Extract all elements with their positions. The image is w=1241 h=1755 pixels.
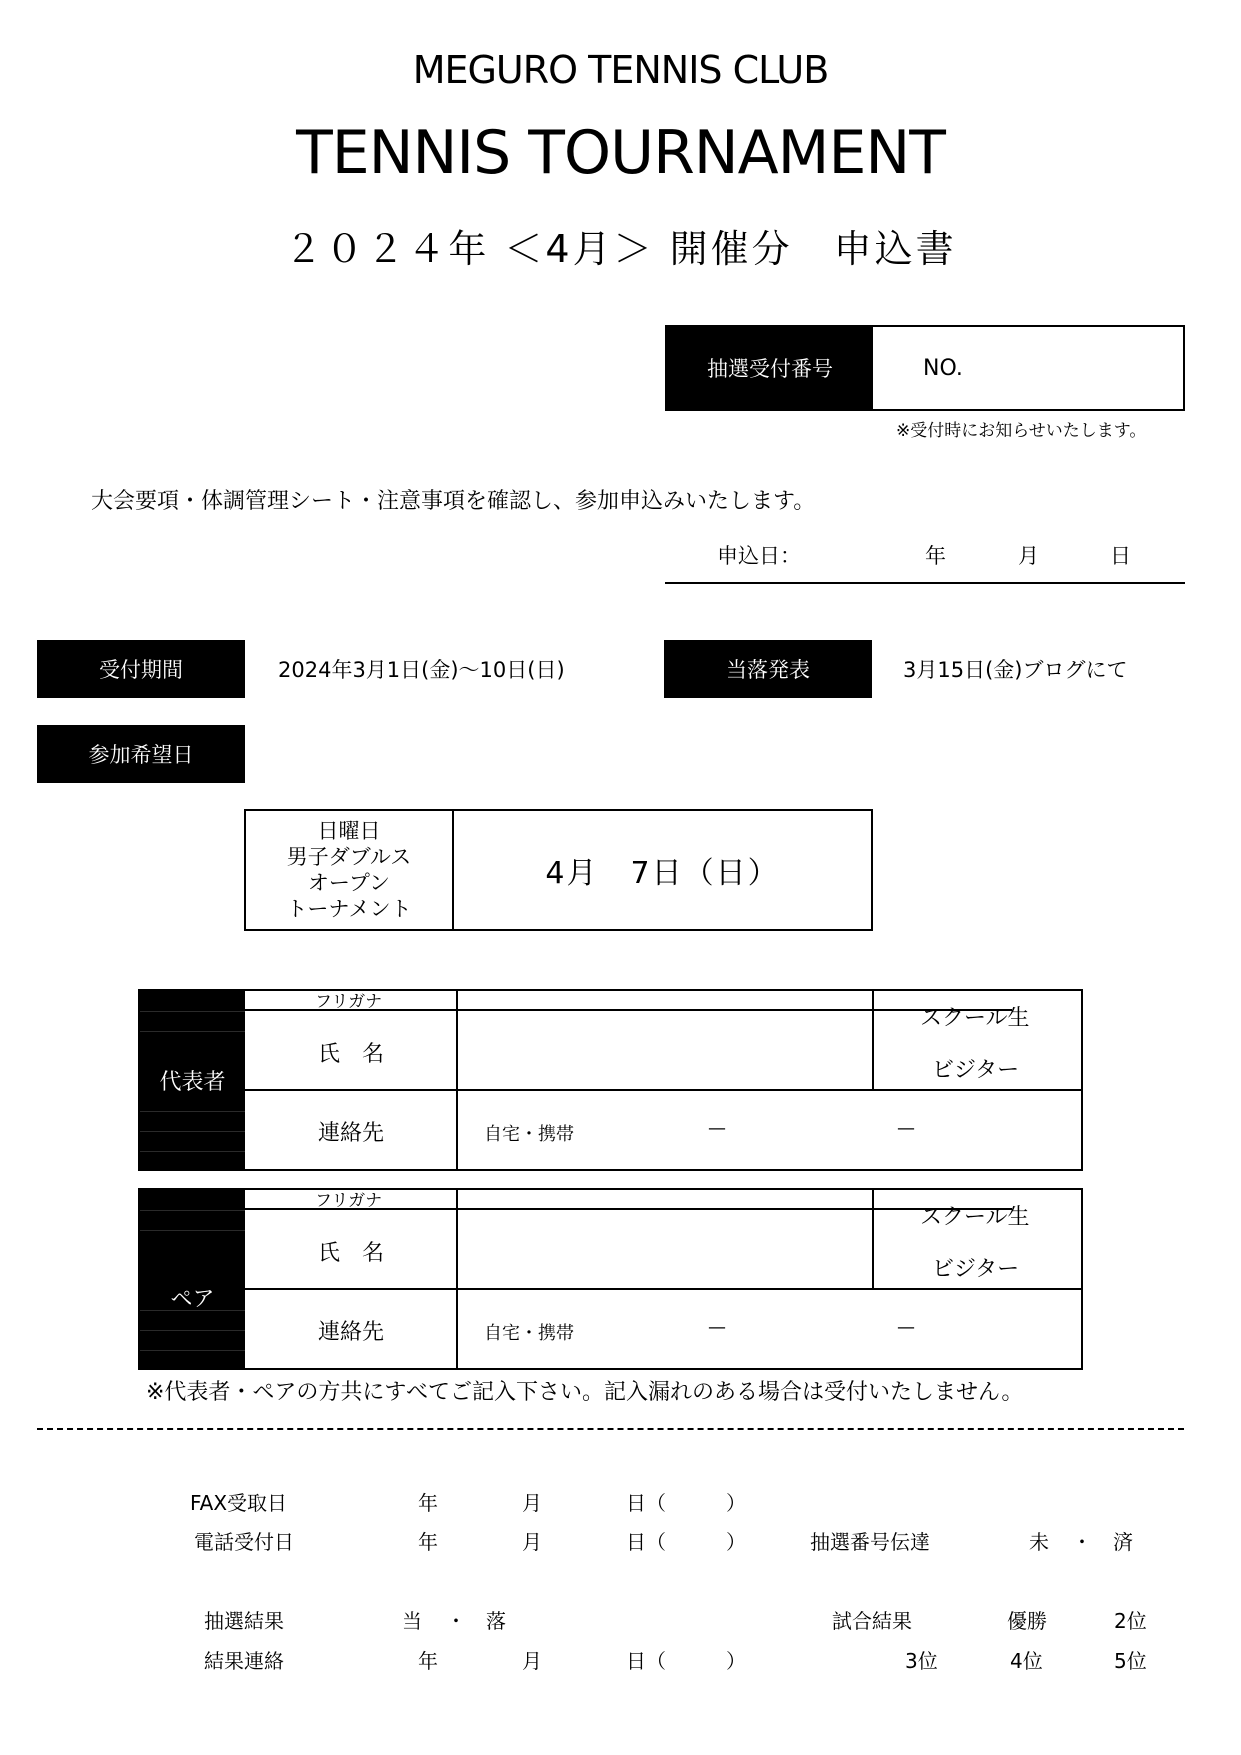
pair-furigana-label: フリガナ: [315, 1191, 383, 1211]
lottery-dot: ・: [446, 1609, 466, 1633]
wish-date-label: 参加希望日: [37, 725, 245, 783]
announcement-value: 3月15日(金)ブログにて: [903, 658, 1128, 682]
fax-year: 年: [418, 1491, 438, 1515]
phone-received-label: 電話受付日: [194, 1530, 294, 1554]
lottery-result-label: 抽選結果: [204, 1609, 284, 1633]
application-date-month: 月: [1018, 544, 1039, 568]
result-winner[interactable]: 優勝: [1007, 1609, 1047, 1633]
reception-note: ※受付時にお知らせいたします。: [896, 421, 1147, 441]
reception-period-label: 受付期間: [37, 640, 245, 698]
result-second[interactable]: 2位: [1114, 1609, 1147, 1633]
pair-form: [138, 1188, 1083, 1370]
match-result-label: 試合結果: [832, 1609, 912, 1633]
representative-furigana-label: フリガナ: [315, 992, 383, 1012]
representative-visitor-option[interactable]: ビジター: [932, 1058, 1020, 1083]
representative-contact-label: 連絡先: [318, 1121, 385, 1146]
phone-day: 日（ ）: [626, 1530, 746, 1554]
confirmation-text: 大会要項・体調管理シート・注意事項を確認し、参加申込みいたします。: [91, 489, 816, 514]
representative-form: [138, 989, 1083, 1171]
representative-phone-dash: —: [897, 1118, 915, 1139]
result-contact-label: 結果連絡: [204, 1649, 284, 1673]
pair-phone-dash: —: [708, 1317, 726, 1338]
representative-label: 代表者: [159, 1069, 226, 1095]
form-note: ※代表者・ペアの方共にすべてご記入下さい。記入漏れのある場合は受付いたしません。: [146, 1380, 1024, 1405]
event-name: [246, 811, 454, 929]
pair-name-label: 氏 名: [318, 1241, 385, 1266]
event-box: [244, 809, 873, 931]
event-line: 日曜日: [317, 819, 381, 843]
pair-phone-dash: —: [897, 1317, 915, 1338]
page-title: TENNIS TOURNAMENT: [296, 118, 945, 188]
representative-school-option[interactable]: スクール生: [920, 1006, 1030, 1031]
club-name: MEGURO TENNIS CLUB: [412, 48, 829, 92]
pair-phone-type: 自宅・携帯: [484, 1323, 574, 1344]
event-line: トーナメント: [286, 897, 412, 921]
application-date-year: 年: [925, 544, 946, 568]
event-date: 4月 7日（日）: [545, 856, 780, 891]
lottery-lose[interactable]: 落: [486, 1609, 506, 1633]
reception-number-field[interactable]: NO.: [923, 355, 963, 381]
page-subtitle: ２０２４年 ＜4月＞ 開催分 申込書: [284, 227, 957, 271]
result-contact-year: 年: [418, 1649, 438, 1673]
reception-period-value: 2024年3月1日(金)～10日(日): [278, 658, 565, 682]
application-date-line[interactable]: [665, 540, 1185, 584]
notice-dot: ・: [1072, 1530, 1092, 1554]
reception-number-box: [665, 325, 1185, 411]
representative-phone-dash: —: [708, 1118, 726, 1139]
application-date-label: 申込日：: [717, 544, 801, 568]
pair-visitor-option[interactable]: ビジター: [932, 1257, 1020, 1282]
phone-month: 月: [522, 1530, 542, 1554]
result-contact-month: 月: [522, 1649, 542, 1673]
pair-label: ペア: [170, 1286, 215, 1312]
notice-done[interactable]: 済: [1113, 1530, 1133, 1554]
notice-not-yet[interactable]: 未: [1029, 1530, 1049, 1554]
cut-line: [37, 1428, 1184, 1430]
event-line: 男子ダブルス: [286, 845, 412, 869]
pair-contact-label: 連絡先: [318, 1320, 385, 1345]
result-fifth[interactable]: 5位: [1114, 1649, 1147, 1673]
fax-month: 月: [522, 1491, 542, 1515]
fax-day: 日（ ）: [626, 1491, 746, 1515]
result-contact-day: 日（ ）: [626, 1649, 746, 1673]
representative-name-label: 氏 名: [318, 1042, 385, 1067]
lottery-number-notice-label: 抽選番号伝達: [810, 1530, 930, 1554]
result-fourth[interactable]: 4位: [1010, 1649, 1043, 1673]
application-date-day: 日: [1110, 544, 1131, 568]
reception-number-label: 抽選受付番号: [667, 327, 873, 409]
phone-year: 年: [418, 1530, 438, 1554]
lottery-win[interactable]: 当: [402, 1609, 422, 1633]
pair-side: [140, 1190, 245, 1368]
event-line: オープン: [307, 871, 391, 895]
fax-received-label: FAX受取日: [190, 1491, 288, 1515]
result-third[interactable]: 3位: [905, 1649, 938, 1673]
announcement-label: 当落発表: [664, 640, 872, 698]
representative-phone-type: 自宅・携帯: [484, 1124, 574, 1145]
pair-school-option[interactable]: スクール生: [920, 1205, 1030, 1230]
representative-side: [140, 991, 245, 1169]
